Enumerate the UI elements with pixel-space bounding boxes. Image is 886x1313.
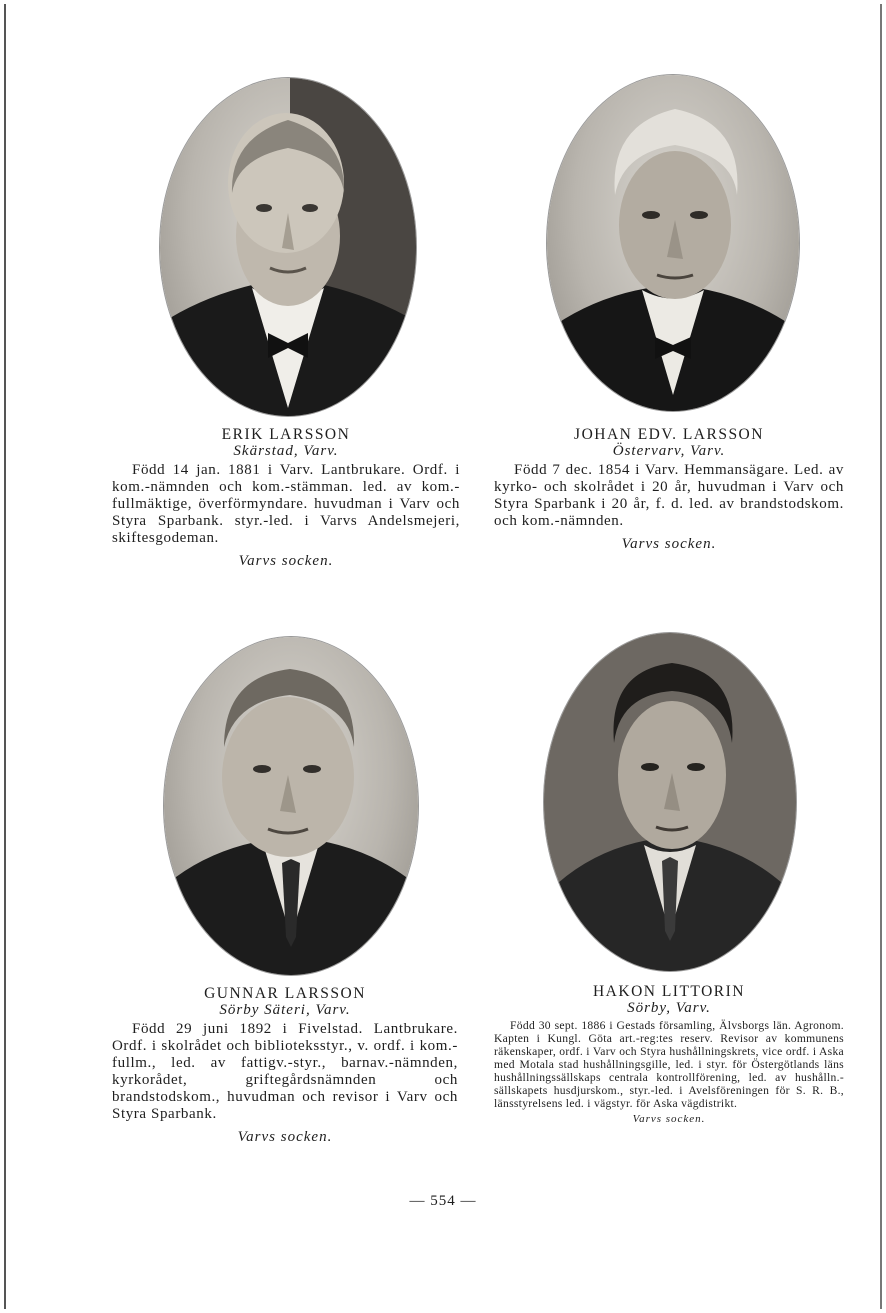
portrait-photo xyxy=(164,637,418,975)
person-bio: Född 14 jan. 1881 i Varv. Lantbrukare. Ordf. i kom.-nämnden och kom.-stämman. led. av kom.-fullmäktige, överförmyndare. huvudman i Varv och Styra Sparbank. styr.-led. i Varvs Andelsmejeri, skiftesgodeman. xyxy=(112,462,460,546)
portrait-gunnar-larsson xyxy=(164,637,418,975)
person-name: JOHAN EDV. LARSSON xyxy=(574,426,764,443)
person-parish: Varvs socken. xyxy=(237,1129,333,1145)
entry-hakon-littorin xyxy=(494,983,844,1128)
person-parish: Varvs socken. xyxy=(238,553,334,569)
person-bio: Född 7 dec. 1854 i Varv. Hemmansägare. Led. av kyrko- och skolrådet i 20 år, huvudman i Varv och Styra Sparbank i 20 år, f. d. led. av brandstodskom. och kom.-nämnden. xyxy=(494,462,844,529)
portrait-hakon-littorin xyxy=(544,633,796,971)
person-place: Sörby Säteri, Varv. xyxy=(219,1002,351,1018)
person-name: GUNNAR LARSSON xyxy=(204,985,366,1002)
page-number: — 554 — xyxy=(409,1193,477,1209)
entry-gunnar-larsson xyxy=(112,985,458,1146)
person-place: Östervarv, Varv. xyxy=(612,443,726,459)
entry-erik-larsson xyxy=(112,426,460,570)
person-place: Sörby, Varv. xyxy=(627,1000,711,1016)
person-parish: Varvs socken. xyxy=(632,1113,706,1125)
person-name: ERIK LARSSON xyxy=(221,426,351,443)
entry-johan-larsson xyxy=(494,426,844,553)
portrait-photo xyxy=(160,78,416,416)
person-parish: Varvs socken. xyxy=(621,536,717,552)
person-place: Skärstad, Varv. xyxy=(233,443,339,459)
portrait-johan-larsson xyxy=(547,75,799,411)
portrait-photo xyxy=(547,75,799,411)
person-bio: Född 29 juni 1892 i Fivelstad. Lantbrukare. Ordf. i skolrådet och biblioteksstyr., v. ordf. i kom.-fullm., led. av fattigv.-styr., barnav.-nämnden, kyrkorådet, griftegårdsnämnden och brandstodskom., huvudman och revisor i Varv och Styra Sparbank. xyxy=(112,1021,458,1122)
person-bio: Född 30 sept. 1886 i Gestads församling, Älvsborgs län. Agronom. Kapten i Kungl. Göta art.-reg:tes reserv. Revisor av kommunens räkenskaper, ordf. i Varv och Styra hushållningskrets, vice ordf. i Aska med Motala stad hushållningsgille, led. i styr. för Östergötlands läns hushållningssällskaps centrala kontrollförening, led. av hushålln.-sällskapets husdjurskom., styr.-led. i Avelsföreningen för S. R. B., länsstyrelsens led. i vägstyr. för Aska vägdistrikt. xyxy=(494,1019,844,1110)
person-name: HAKON LITTORIN xyxy=(592,983,746,1000)
portrait-photo xyxy=(544,633,796,971)
portrait-erik-larsson xyxy=(160,78,416,416)
